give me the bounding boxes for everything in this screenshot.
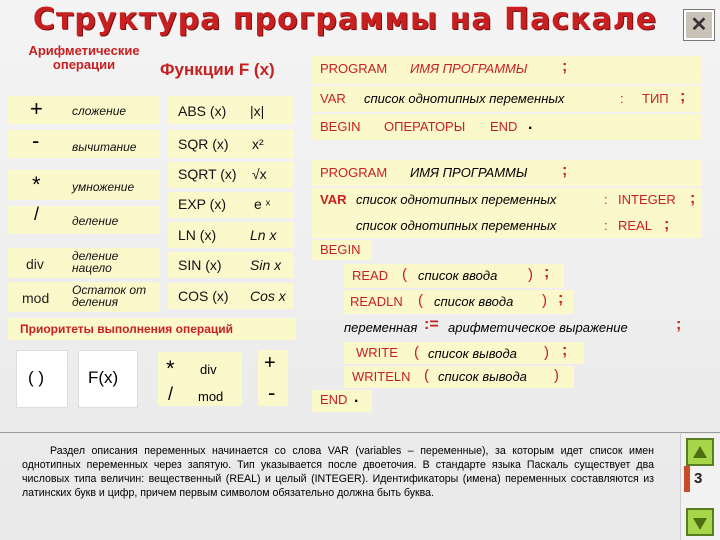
arith-symbol: -	[32, 128, 40, 153]
assign-operator: :=	[424, 316, 439, 333]
integer-type: INTEGER	[618, 192, 676, 207]
arith-label: Остаток от деления	[72, 283, 147, 309]
page-number: 3	[694, 470, 703, 487]
prev-button[interactable]	[686, 438, 714, 466]
close-button[interactable]	[684, 10, 714, 40]
function-result: Sin x	[250, 257, 282, 273]
arith-label: сложение	[72, 104, 127, 118]
input-list: список ввода	[434, 294, 514, 309]
priority-minus: -	[268, 380, 276, 405]
function-result: x²	[252, 136, 264, 152]
function-name: COS (x)	[178, 288, 229, 304]
arith-symbol: mod	[22, 290, 50, 306]
output-list: список вывода	[428, 346, 517, 361]
readln-keyword: READLN	[350, 294, 403, 309]
assign-variable: переменная	[344, 320, 418, 335]
semicolon: ;	[680, 88, 686, 105]
real-type: REAL	[618, 218, 652, 233]
semicolon: ;	[562, 162, 568, 179]
arith-label: вычитание	[72, 140, 137, 154]
semicolon: ;	[562, 58, 568, 75]
function-result: e ˣ	[254, 196, 271, 212]
arrow-up-icon	[693, 446, 707, 458]
function-name: SIN (x)	[178, 257, 222, 273]
function-name: EXP (x)	[178, 196, 226, 212]
program-name: ИМЯ ПРОГРАММЫ	[410, 61, 528, 76]
lparen: (	[414, 344, 419, 361]
end-keyword: END	[490, 119, 518, 134]
functions-header: Функции F (x)	[160, 60, 275, 79]
lparen: (	[424, 367, 429, 384]
write-keyword: WRITE	[356, 345, 398, 360]
colon: :	[604, 218, 608, 233]
assign-expression: арифметическое выражение	[448, 320, 628, 335]
arith-label: деление	[72, 214, 119, 228]
program-keyword: PROGRAM	[320, 61, 388, 76]
next-button[interactable]	[686, 508, 714, 536]
colon: :	[620, 91, 624, 106]
function-name: ABS (x)	[178, 103, 227, 119]
input-list: список ввода	[418, 268, 498, 283]
priority-parens: ( )	[28, 368, 45, 387]
priority-mul: *	[166, 356, 175, 381]
priority-mod: mod	[198, 389, 224, 404]
function-name: SQRT (x)	[178, 166, 237, 182]
var-list: список однотипных переменных	[364, 91, 565, 106]
program-name: ИМЯ ПРОГРАММЫ	[410, 165, 528, 180]
function-name: LN (x)	[178, 227, 217, 243]
var-keyword: VAR	[320, 192, 347, 207]
semicolon: ;	[562, 342, 568, 359]
function-result: |x|	[250, 103, 265, 119]
arrow-down-icon	[693, 518, 707, 530]
rparen: )	[554, 367, 559, 384]
function-result: Ln x	[250, 227, 277, 243]
arith-symbol: *	[32, 172, 41, 197]
end-keyword: END	[320, 392, 348, 407]
begin-keyword: BEGIN	[320, 119, 361, 134]
semicolon: ;	[558, 290, 564, 307]
var-list: список однотипных переменных	[356, 218, 557, 233]
semicolon: ;	[690, 190, 696, 207]
function-name: SQR (x)	[178, 136, 229, 152]
read-keyword: READ	[352, 268, 389, 283]
arith-label: умножение	[72, 180, 135, 194]
priority-slash: /	[168, 384, 174, 404]
rparen: )	[542, 292, 547, 309]
type-keyword: ТИП	[642, 91, 669, 106]
writeln-keyword: WRITELN	[352, 369, 411, 384]
var-keyword: VAR	[320, 91, 346, 106]
semicolon: ;	[544, 264, 550, 281]
begin-keyword: BEGIN	[320, 242, 361, 257]
semicolon: ;	[664, 216, 670, 233]
divider	[0, 432, 720, 433]
var-list: список однотипных переменных	[356, 192, 557, 207]
program-keyword: PROGRAM	[320, 165, 388, 180]
rparen: )	[544, 344, 549, 361]
rparen: )	[528, 266, 533, 283]
lparen: (	[402, 266, 407, 283]
arith-symbol: /	[34, 204, 40, 224]
description-text: Раздел описания переменных начинается со слова VAR (variables – переменные), за которым идет список имен однотипных переменных через запятую. Тип указывается после двоеточия. В стандарте языка Паскаль существует два числовых типа величин: вещественный (REAL) и целый (INTEGER). Идентификаторы (имена) переменных составляются из латинских букв и цифр, причем первым символом обязательно должна быть буква.	[22, 445, 654, 499]
end-dot: .	[528, 116, 533, 133]
output-list: список вывода	[438, 369, 527, 384]
arith-symbol: +	[30, 96, 43, 121]
arith-header: Арифметические операции	[28, 43, 140, 72]
close-icon: ✕	[690, 14, 708, 36]
lparen: (	[418, 292, 423, 309]
function-result: Cos x	[250, 288, 286, 304]
colon: :	[604, 192, 608, 207]
priority-function: F(x)	[88, 368, 119, 387]
operators: ОПЕРАТОРЫ	[384, 119, 466, 134]
arith-symbol: div	[26, 256, 44, 272]
progress-marker	[684, 466, 690, 492]
priority-div: div	[200, 362, 217, 377]
priority-plus: +	[264, 352, 276, 374]
end-dot: .	[354, 389, 359, 406]
arith-label: деление нацело	[72, 249, 119, 275]
priority-header: Приоритеты выполнения операций	[20, 322, 234, 336]
semicolon: ;	[676, 316, 682, 333]
function-result: √x	[252, 166, 267, 182]
page-title: Структура программы на Паскале	[32, 2, 658, 37]
